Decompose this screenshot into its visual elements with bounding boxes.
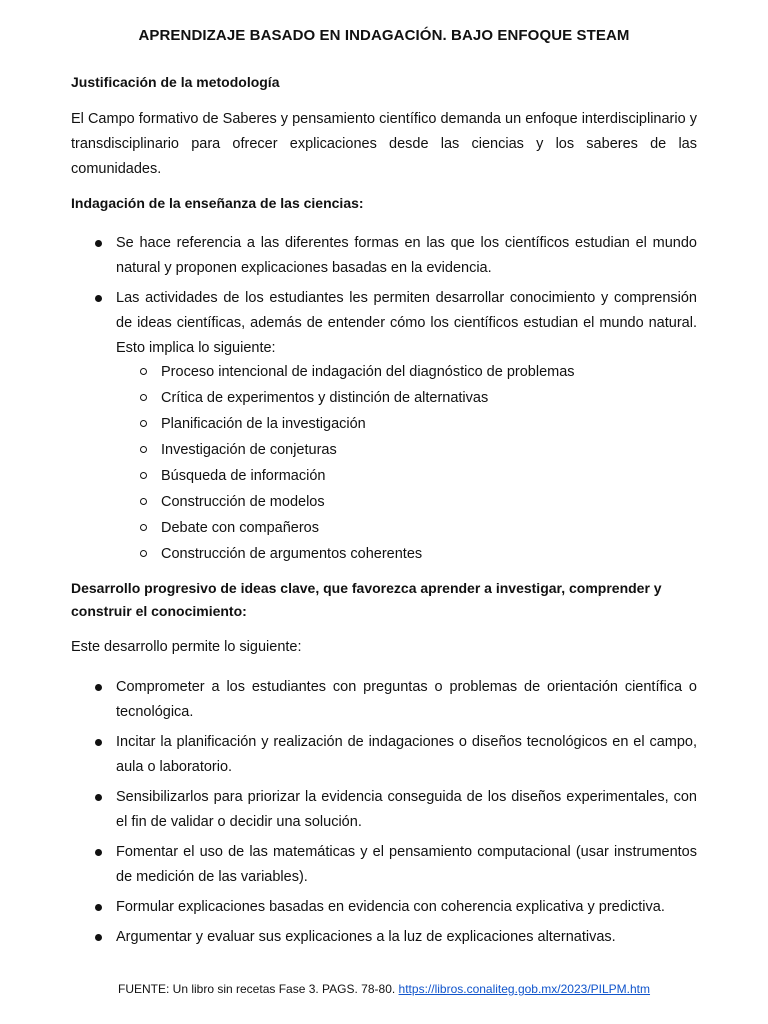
bullet-icon	[95, 934, 102, 941]
desarrollo-bullet-list	[71, 675, 697, 950]
circle-bullet-icon	[140, 498, 147, 505]
justificacion-paragraph: El Campo formativo de Saberes y pensamiento científico demanda un enfoque interdisciplinario y transdisciplinario para ofrecer explicaciones desde las ciencias y los saberes de las comunidades.	[71, 111, 697, 177]
list-item: Planificación de la investigación	[140, 411, 700, 437]
desarrollo-intro: Este desarrollo permite lo siguiente:	[71, 639, 302, 655]
circle-bullet-icon	[140, 420, 147, 427]
list-item: Formular explicaciones basadas en evidencia con coherencia explicativa y predictiva.	[71, 895, 697, 920]
list-item: Argumentar y evaluar sus explicaciones a la luz de explicaciones alternativas.	[71, 925, 697, 950]
list-item: Comprometer a los estudiantes con preguntas o problemas de orientación científica o tecnológica.	[71, 675, 697, 725]
bullet-icon	[95, 794, 102, 801]
indagacion-sub-list	[140, 359, 700, 567]
bullet-icon	[95, 739, 102, 746]
list-item: Proceso intencional de indagación del diagnóstico de problemas	[140, 359, 700, 385]
circle-bullet-icon	[140, 446, 147, 453]
bullet-icon	[95, 684, 102, 691]
circle-bullet-icon	[140, 524, 147, 531]
circle-bullet-icon	[140, 394, 147, 401]
list-item: Construcción de argumentos coherentes	[140, 541, 700, 567]
list-item: Las actividades de los estudiantes les permiten desarrollar conocimiento y comprensión de ideas científicas, además de entender cómo los científicos estudian el mundo natural. Esto implica lo siguiente:	[71, 286, 697, 361]
section-heading-desarrollo: Desarrollo progresivo de ideas clave, que favorezca aprender a investigar, comprender y construir el conocimiento:	[71, 580, 662, 619]
circle-bullet-icon	[140, 472, 147, 479]
indagacion-bullet-list	[71, 231, 697, 361]
circle-bullet-icon	[140, 368, 147, 375]
list-item: Búsqueda de información	[140, 463, 700, 489]
list-item: Sensibilizarlos para priorizar la evidencia conseguida de los diseños experimentales, con el fin de validar o decidir una solución.	[71, 785, 697, 835]
section-heading-indagacion: Indagación de la enseñanza de las ciencias:	[71, 195, 364, 211]
source-link[interactable]: https://libros.conaliteg.gob.mx/2023/PILPM.htm	[398, 982, 651, 996]
bullet-icon	[95, 849, 102, 856]
source-footer	[0, 982, 768, 996]
bullet-icon	[95, 904, 102, 911]
section-heading-justificacion: Justificación de la metodología	[71, 74, 280, 90]
list-item: Construcción de modelos	[140, 489, 700, 515]
document-title: APRENDIZAJE BASADO EN INDAGACIÓN. BAJO ENFOQUE STEAM	[138, 27, 630, 44]
list-item: Se hace referencia a las diferentes formas en las que los científicos estudian el mundo natural y proponen explicaciones basadas en la evidencia.	[71, 231, 697, 281]
list-item: Fomentar el uso de las matemáticas y el pensamiento computacional (usar instrumentos de medición de las variables).	[71, 840, 697, 890]
source-citation: FUENTE: Un libro sin recetas Fase 3. PAGS. 78-80.	[117, 982, 396, 996]
bullet-icon	[95, 240, 102, 247]
list-item: Debate con compañeros	[140, 515, 700, 541]
bullet-icon	[95, 295, 102, 302]
list-item: Crítica de experimentos y distinción de alternativas	[140, 385, 700, 411]
list-item: Incitar la planificación y realización de indagaciones o diseños tecnológicos en el campo, aula o laboratorio.	[71, 730, 697, 780]
list-item: Investigación de conjeturas	[140, 437, 700, 463]
circle-bullet-icon	[140, 550, 147, 557]
